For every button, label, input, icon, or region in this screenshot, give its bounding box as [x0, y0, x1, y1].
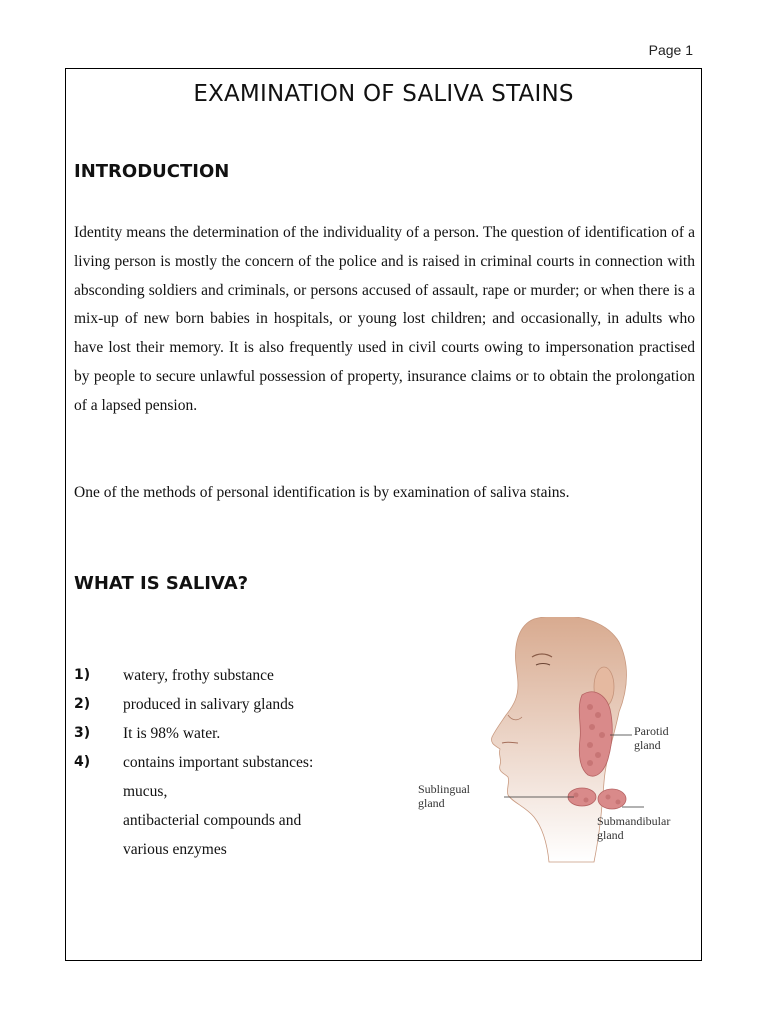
list-item [74, 748, 394, 777]
saliva-facts-list [74, 661, 394, 864]
submandibular-label-1: Submandibular [597, 814, 671, 828]
what-is-saliva-heading: WHAT IS SALIVA? [74, 573, 249, 594]
sublingual-label-1: Sublingual [418, 782, 471, 796]
introduction-paragraph: Identity means the determination of the individuality of a person. The question of identification of a living person is mostly the concern of the police and is raised in criminal courts in connection with absconding soldiers and criminals, or persons accused of assault, rape or murder; or when there is a mix-up of new born babies in hospitals, or young lost children; and occasionally, in adults who have lost their memory. It is also frequently used in civil courts owing to impersonation practised by people to secure unlawful possession of property, insurance claims or to obtain the prolongation of a lapsed pension. [74, 224, 695, 414]
list-item-text: contains important substances: [123, 754, 314, 771]
parotid-gland [579, 692, 612, 776]
submandibular-gland [598, 789, 626, 809]
list-item-number: 4) [74, 754, 91, 770]
sublingual-label-2: gland [418, 796, 445, 810]
list-item-number: 1) [74, 667, 91, 683]
parotid-label-2: gland [634, 738, 661, 752]
introduction-heading: INTRODUCTION [74, 161, 230, 182]
sub-item: various enzymes [123, 841, 227, 858]
sub-item: antibacterial compounds and [123, 812, 302, 829]
list-item [74, 661, 394, 690]
identification-paragraph: One of the methods of personal identification is by examination of saliva stains. [74, 484, 570, 501]
list-item-text: It is 98% water. [123, 725, 221, 742]
submandibular-label-2: gland [597, 828, 624, 842]
list-item [74, 690, 394, 719]
list-item-text: watery, frothy substance [123, 667, 274, 684]
list-item-number: 3) [74, 725, 91, 741]
page-number: Page 1 [648, 42, 693, 58]
list-item-number: 2) [74, 696, 91, 712]
salivary-glands-illustration [414, 617, 674, 867]
sub-item: mucus, [123, 783, 168, 800]
parotid-label-1: Parotid [634, 724, 669, 738]
list-item [74, 719, 394, 748]
document-title: EXAMINATION OF SALIVA STAINS [193, 81, 574, 107]
list-item-text: produced in salivary glands [123, 696, 294, 713]
page-frame [65, 68, 702, 961]
